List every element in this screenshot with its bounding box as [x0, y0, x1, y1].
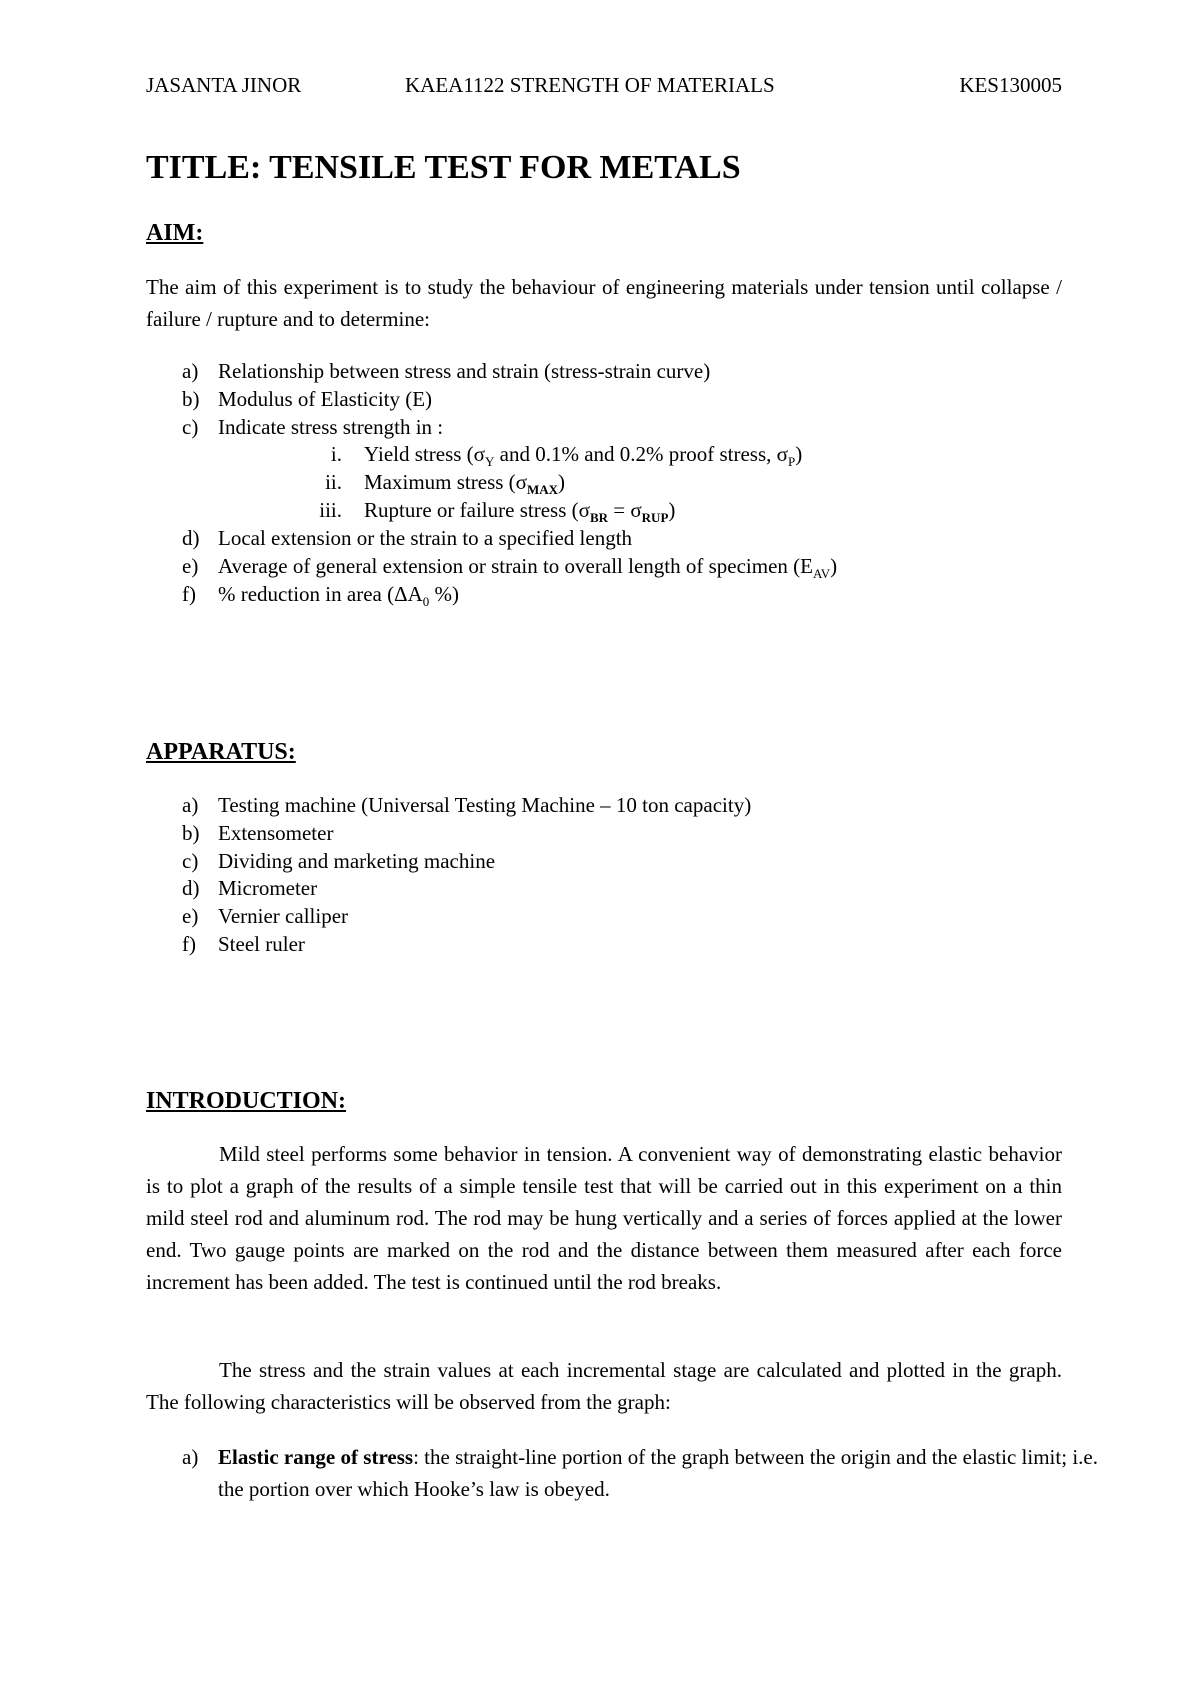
- header-student-id: KES130005: [959, 73, 1062, 97]
- aim-intro: The aim of this experiment is to study the behaviour of engineering materials under tension until collapse / failure / rupture and to determine:: [146, 275, 1062, 331]
- document-title: TITLE: TENSILE TEST FOR METALS: [146, 149, 741, 186]
- introduction-paragraph-1: Mild steel performs some behavior in tension. A convenient way of demonstrating elastic behavior is to plot a graph of the results of a simple tensile test that will be carried out in this experiment on a thin mild steel rod and aluminum rod. The rod may be hung vertically and a series of forces applied at the lower end. Two gauge points are marked on the rod and the distance between them measured after each force increment has been added. The test is continued until the rod breaks.: [146, 1142, 1062, 1294]
- header-author: JASANTA JINOR: [146, 73, 302, 97]
- introduction-paragraph-2: The stress and the strain values at each incremental stage are calculated and plotted in the graph. The following characteristics will be observed from the graph:: [146, 1358, 1062, 1414]
- page-header: [146, 72, 1062, 98]
- document-page: JASANTA JINOR KAEA1122 STRENGTH OF MATERIALS KES130005 TITLE: TENSILE TEST FOR METALS AIM: The aim of this experiment is to study the behaviour of engineering materials under tension until collapse / failure / rupture and to determine: a) Relationship between stress and strain (stress-strain curve) b) Modulus of Elasticity (E) c) Indicate stress strength in : i. Yield stress ($\sigma_Y$ and 0.1% and 0.2% proof stress, $\sigma_P$) ii. Maximum stress $(\sigma_{MAX})$ iii. Rupture or failure stress $(\sigma_{BR} = \sigma_{RUP})$ d) Local extension or the strain to a specified length e) Average of general extension or strain to overall length of specimen $(E_{AV})$ f) % reduction in area ($\Delta A_0$ %) APPARATUS: a) Testing machine (Universal Testing Machine – 10 ton capacity) b) Extensometer c) Dividing and marketing machine d) Micrometer e) Vernier calliper f) Steel ruler INTRODUCTION: Mild steel performs some behavior in tension. A convenient way of demonstrating elastic behavior is to plot a graph of the results of a simple tensile test that will be carried out in this experiment on a thin mild steel rod and aluminum rod. The rod may be hung vertically and a series of forces applied at the lower end. Two gauge points are marked on the rod and the distance between them measured after each force increment has been added. The test is continued until the rod breaks. The stress and the strain values at each incremental stage are calculated and plotted in the graph. The following characteristics will be observed from the graph: a) Elastic range of stress: the straight-line portion of the graph between the origin and the elastic limit; i.e. the portion over which Hooke’s law is obeyed.: [146, 73, 1098, 1501]
- aim-heading: AIM:: [146, 220, 204, 246]
- apparatus-heading: APPARATUS:: [146, 739, 296, 765]
- term-elastic-range: Elastic range of stress: [218, 1445, 414, 1469]
- introduction-heading: INTRODUCTION:: [146, 1088, 347, 1114]
- header-course: KAEA1122 STRENGTH OF MATERIALS: [405, 73, 775, 97]
